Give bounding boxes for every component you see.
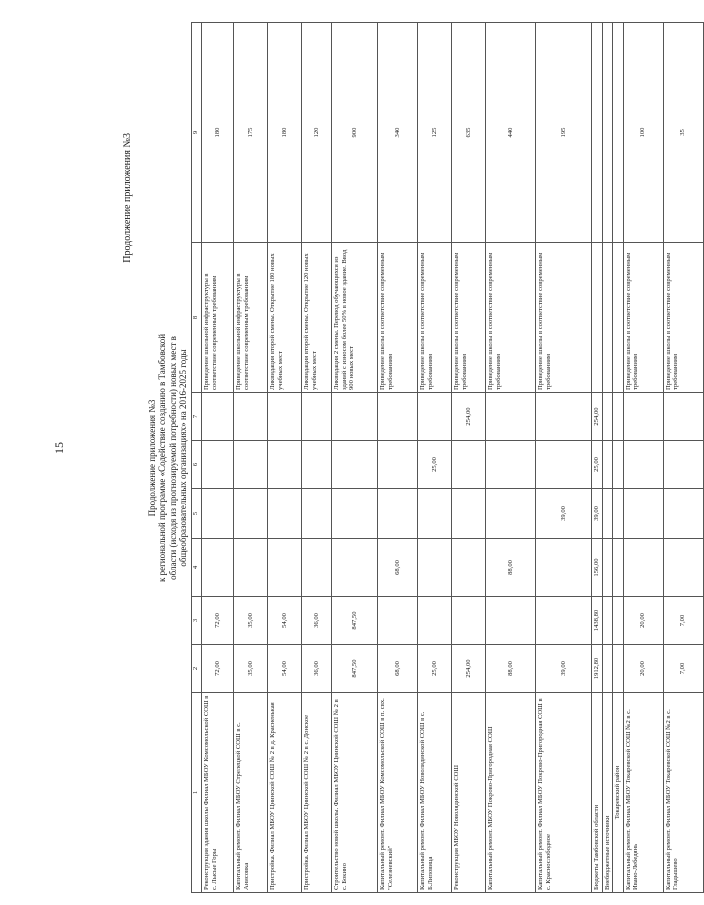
places-cell: 125 [418,23,452,243]
amount-cell [486,597,536,645]
amount-cell [418,539,452,597]
totals-value: 1912,80 [592,645,602,693]
totals-value [592,23,602,243]
table-row [202,23,234,893]
amount-cell: 39,00 [536,645,592,693]
column-number: 1 [192,693,202,893]
places-cell: 175 [234,23,268,243]
amount-cell: 39,00 [536,489,592,539]
totals-value [592,243,602,393]
empty-cell [602,539,612,597]
amount-cell [202,441,234,489]
amount-cell [268,489,302,539]
amount-cell [302,489,332,539]
column-number: 9 [192,23,202,243]
column-number: 3 [192,597,202,645]
places-cell: 900 [332,23,378,243]
object-name-cell: Капитальный ремонт. Филиал МБОУ Комсомольской СОШ в п. свх. "Селезневский" [378,693,418,893]
amount-cell: 68,00 [378,539,418,597]
table-body-tokarevsky [623,23,703,893]
empty-cell [613,539,623,597]
table-row [302,23,332,893]
title-line: к региональной программе «Содействие созданию в Тамбовской [157,333,168,583]
amount-cell [452,597,486,645]
amount-cell [623,539,663,597]
amount-cell [486,393,536,441]
column-number: 2 [192,645,202,693]
amount-cell: 35,00 [234,597,268,645]
amount-cell [234,489,268,539]
object-name-cell: Строительство новой школы. Филиал МБОУ Цнинской СОШ № 2 в с. Бокино [332,693,378,893]
amount-cell [452,441,486,489]
result-cell: Приведение школы в соответствие современным требованиям [418,243,452,393]
amount-cell [663,489,703,539]
amount-cell [378,597,418,645]
amount-cell: 25,00 [418,645,452,693]
empty-cell [602,441,612,489]
title-line: Продолжение приложения №3 [147,399,157,517]
empty-cell [602,645,612,693]
amount-cell: 36,00 [302,645,332,693]
amount-cell [663,393,703,441]
amount-cell: 7,00 [663,645,703,693]
amount-cell: 20,00 [623,645,663,693]
amount-cell [536,441,592,489]
amount-cell [452,489,486,539]
result-cell: Ликвидация второй смены. Открытие 120 новых учебных мест [302,243,332,393]
amount-cell [268,539,302,597]
object-name-cell: Капитальный ремонт. Филиал МБОУ Стрелецкой СОШ в с. Анисовка [234,693,268,893]
totals-section [592,23,623,893]
places-cell: 180 [268,23,302,243]
amount-cell [623,393,663,441]
amount-cell [332,441,378,489]
result-cell: Приведение школы в соответствие современным требованиям [486,243,536,393]
table-row [234,23,268,893]
column-number: 4 [192,539,202,597]
rotated-content [122,23,687,893]
amount-cell [378,393,418,441]
column-number: 6 [192,441,202,489]
result-cell: Приведение школы в соответствие современным требованиям [452,243,486,393]
amount-cell: 68,00 [378,645,418,693]
amount-cell [268,393,302,441]
column-number: 8 [192,243,202,393]
offbudget-row [602,23,612,893]
table-row [332,23,378,893]
amount-cell: 847,50 [332,597,378,645]
table-row [486,23,536,893]
amount-cell [302,539,332,597]
program-table [191,22,703,893]
empty-cell [613,597,623,645]
result-cell: Ликвидация 2 смены. Перевод обучающихся из зданий с износом более 50% в новое здание. Ввод 900 новых мест [332,243,378,393]
amount-cell [202,489,234,539]
places-cell: 195 [536,23,592,243]
table-row [536,23,592,893]
object-name-cell: Пристройка. Филиал МБОУ Цнинской СОШ № 2 в д. Красненькая [268,693,302,893]
totals-row [592,23,602,893]
amount-cell [418,489,452,539]
empty-cell [602,597,612,645]
places-cell: 100 [623,23,663,243]
result-cell: Приведение школьной инфраструктуры в соответствие современным требованиям [202,243,234,393]
places-cell: 180 [202,23,234,243]
amount-cell [378,441,418,489]
amount-cell [536,539,592,597]
object-name-cell: Капитальный ремонт. Филиал МБОУ Новолядинской СОШ в с. Б.Липовица [418,693,452,893]
offbudget-label: Внебюджетные источники [602,693,612,893]
amount-cell [302,393,332,441]
table-body [202,23,592,893]
amount-cell [332,393,378,441]
totals-value: 1438,80 [592,597,602,645]
totals-value: 25,00 [592,441,602,489]
empty-cell [613,393,623,441]
amount-cell: 254,00 [452,393,486,441]
amount-cell [486,441,536,489]
empty-cell [613,489,623,539]
amount-cell [202,539,234,597]
amount-cell: 88,00 [486,539,536,597]
title-line: области (исходя из прогнозируемой потребности) новых мест в [167,336,178,580]
section-row [613,23,623,893]
object-name-cell: Капитальный ремонт. Филиал МБОУ Токаревской СОШ №2 в с. Ивано-Лебедянь [623,693,663,893]
object-name-cell: Капитальный ремонт. Филиал МБОУ Токаревской СОШ №2 в с. Гладышево [663,693,703,893]
amount-cell: 88,00 [486,645,536,693]
amount-cell [268,441,302,489]
amount-cell: 847,50 [332,645,378,693]
table-row [663,23,703,893]
amount-cell [536,393,592,441]
empty-cell [602,393,612,441]
amount-cell: 7,00 [663,597,703,645]
amount-cell: 20,00 [623,597,663,645]
empty-cell [613,243,623,393]
empty-cell [602,243,612,393]
table-row [378,23,418,893]
amount-cell [418,393,452,441]
amount-cell [378,489,418,539]
empty-cell [613,23,623,243]
amount-cell [452,539,486,597]
places-cell: 120 [302,23,332,243]
amount-cell: 72,00 [202,597,234,645]
places-cell: 340 [378,23,418,243]
places-cell: 635 [452,23,486,243]
amount-cell [623,441,663,489]
totals-label: Бюджеты Тамбовской области [592,693,602,893]
amount-cell [663,441,703,489]
amount-cell [234,539,268,597]
table-row [268,23,302,893]
result-cell: Приведение школьной инфраструктуры в соответствие современным требованиям [234,243,268,393]
amount-cell [202,393,234,441]
empty-cell [602,489,612,539]
object-name-cell: Пристройка. Филиал МБОУ Цнинской СОШ № 2 в с. Донское [302,693,332,893]
totals-value: 254,00 [592,393,602,441]
section-label: Токаревский район [613,693,623,893]
result-cell: Ликвидация второй смены. Открытие 180 новых учебных мест [268,243,302,393]
continuation-header: Продолжение приложения №3 [122,133,133,263]
table-row [623,23,663,893]
amount-cell [486,489,536,539]
amount-cell [234,393,268,441]
title-line: общеобразовательных организациях» на 2016-2025 годы [178,349,189,567]
object-name-cell: Капитальный ремонт. МБОУ Покрово-Пригородная СОШ [486,693,536,893]
object-name-cell: Капитальный ремонт. Филиал МБОУ Покрово-Пригородная СОШ в с. Краснослободное [536,693,592,893]
totals-value: 39,00 [592,489,602,539]
column-number-row [192,23,202,893]
amount-cell [663,539,703,597]
amount-cell [418,597,452,645]
result-cell: Приведение школы в соответствие современным требованиям [623,243,663,393]
object-name-cell: Реконструкция здания школы Филиал МБОУ Комсомольской СОШ в с. Лысые Горы [202,693,234,893]
column-number: 7 [192,393,202,441]
page-number: 15 [52,442,66,454]
result-cell: Приведение школы в соответствие современным требованиям [378,243,418,393]
result-cell: Приведение школы в соответствие современным требованиям [536,243,592,393]
amount-cell: 254,00 [452,645,486,693]
table-row [418,23,452,893]
empty-cell [602,23,612,243]
column-number: 5 [192,489,202,539]
amount-cell [302,441,332,489]
amount-cell: 72,00 [202,645,234,693]
empty-cell [613,645,623,693]
appendix-title [147,23,188,893]
amount-cell: 25,00 [418,441,452,489]
empty-cell [613,441,623,489]
totals-value: 156,00 [592,539,602,597]
amount-cell: 54,00 [268,597,302,645]
amount-cell [332,489,378,539]
table-row [452,23,486,893]
amount-cell [332,539,378,597]
amount-cell [536,597,592,645]
result-cell: Приведение школы в соответствие современным требованиям [663,243,703,393]
amount-cell [234,441,268,489]
object-name-cell: Реконструкция МБОУ Новолядинской СОШ [452,693,486,893]
amount-cell: 54,00 [268,645,302,693]
places-cell: 440 [486,23,536,243]
amount-cell [623,489,663,539]
amount-cell: 36,00 [302,597,332,645]
places-cell: 35 [663,23,703,243]
amount-cell: 35,00 [234,645,268,693]
